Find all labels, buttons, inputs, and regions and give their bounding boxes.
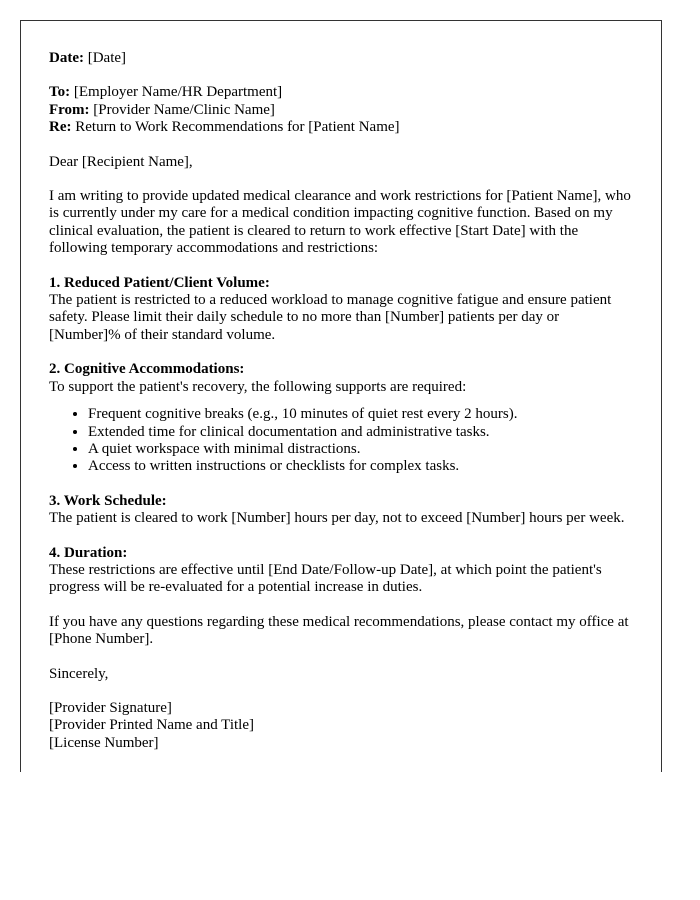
section-heading: 3. Work Schedule:: [49, 492, 167, 509]
section-body: To support the patient's recovery, the following supports are required:: [49, 378, 467, 395]
accommodations-list: [49, 406, 633, 476]
section-body: The patient is cleared to work [Number] hours per day, not to exceed [Number] hours per week.: [49, 510, 625, 527]
to-label: To:: [49, 84, 71, 101]
re-label: Re:: [49, 119, 72, 136]
to-value: [Employer Name/HR Department]: [70, 84, 283, 101]
section-heading: 2. Cognitive Accommodations:: [49, 361, 245, 378]
letter: [20, 20, 662, 772]
address-block: [49, 84, 633, 136]
list-item: • A quiet workspace with minimal distractions.: [88, 441, 633, 458]
re-value: Return to Work Recommendations for [Patient Name]: [71, 119, 400, 136]
from-label: From:: [49, 101, 90, 118]
date-line: [49, 50, 633, 67]
section-body: The patient is restricted to a reduced workload to manage cognitive fatigue and ensure patient safety. Please limit their daily schedule to no more than [Number] patients per day or [Number]% of their standard volume.: [49, 292, 612, 343]
from-value: [Provider Name/Clinic Name]: [89, 101, 275, 118]
provider-signature: [Provider Signature]: [49, 699, 172, 716]
date-label: Date:: [49, 50, 84, 66]
provider-name-title: [Provider Printed Name and Title]: [49, 717, 254, 734]
intro-paragraph: I am writing to provide updated medical clearance and work restrictions for [Patient Name], who is currently under my care for a medical condition impacting cognitive function. Based on my clinical evaluation, the patient is cleared to return to work effective [Start Date] with the following temporary accommodations and restrictions:: [49, 188, 631, 257]
list-item: • Extended time for clinical documentation and administrative tasks.: [88, 424, 633, 441]
salutation: Dear [Recipient Name],: [49, 153, 193, 170]
closing-note: If you have any questions regarding these medical recommendations, please contact my office at [Phone Number].: [49, 613, 629, 648]
section-heading: 4. Duration:: [49, 544, 128, 561]
list-item: • Frequent cognitive breaks (e.g., 10 minutes of quiet rest every 2 hours).: [88, 406, 633, 423]
signoff: Sincerely,: [49, 665, 109, 682]
section-body: These restrictions are effective until [End Date/Follow-up Date], at which point the patient's progress will be re-evaluated for a potential increase in duties.: [49, 561, 602, 596]
section-heading: 1. Reduced Patient/Client Volume:: [49, 274, 270, 291]
section-volume: [49, 275, 633, 345]
section-accommodations: [49, 361, 633, 396]
signature-block: [49, 700, 633, 752]
section-schedule: [49, 493, 633, 528]
license-number: [License Number]: [49, 734, 159, 751]
section-duration: [49, 545, 633, 597]
date-value: [Date]: [83, 50, 127, 66]
list-item: • Access to written instructions or checklists for complex tasks.: [88, 458, 633, 475]
